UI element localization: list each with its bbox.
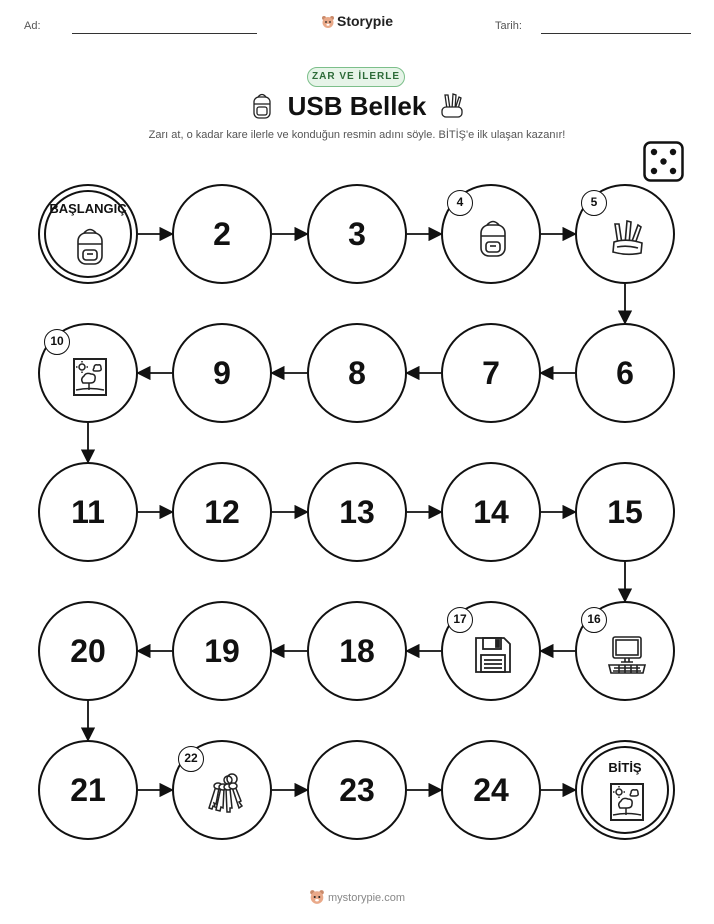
pencil-case-icon (605, 216, 649, 260)
landscape-picture-icon (605, 780, 649, 824)
square-number: 12 (204, 494, 240, 530)
board-square[interactable] (172, 323, 272, 423)
name-label: Ad: (24, 20, 41, 32)
square-number: 11 (71, 494, 105, 530)
board-square[interactable] (575, 462, 675, 562)
board-square[interactable] (38, 462, 138, 562)
finish-square[interactable] (575, 740, 675, 840)
square-number: 9 (213, 355, 231, 391)
board-square[interactable] (38, 740, 138, 840)
landscape-picture-icon (68, 355, 112, 399)
square-number: 14 (473, 494, 509, 530)
footer-url[interactable]: mystorypie.com (327, 892, 406, 904)
square-number: 18 (339, 633, 375, 669)
square-number: 21 (70, 772, 106, 808)
square-number: 24 (473, 772, 509, 808)
board-square[interactable] (441, 462, 541, 562)
square-number-badge: 16 (581, 607, 607, 633)
floppy-disk-icon (471, 633, 515, 677)
board-square[interactable] (307, 323, 407, 423)
square-number: 3 (348, 216, 366, 252)
date-label: Tarih: (495, 20, 522, 32)
footer (0, 889, 714, 908)
finish-label: BİTİŞ (608, 760, 642, 775)
board-square[interactable] (441, 184, 541, 284)
board-square[interactable] (575, 184, 675, 284)
square-number: 15 (607, 494, 643, 530)
keys-icon (202, 772, 246, 816)
square-number-badge: 4 (447, 190, 473, 216)
square-number-badge: 10 (44, 329, 70, 355)
start-square[interactable] (38, 184, 138, 284)
square-number: 2 (213, 216, 231, 252)
square-number: 19 (204, 633, 240, 669)
square-number: 7 (482, 355, 500, 391)
instructions: Zarı at, o kadar kare ilerle ve konduğun resmin adını söyle. BİTİŞ'e ilk ulaşan kazanır! (148, 129, 566, 141)
board-square[interactable] (172, 462, 272, 562)
square-number-badge: 22 (178, 746, 204, 772)
square-number: 23 (339, 772, 375, 808)
square-number-badge: 5 (581, 190, 607, 216)
square-number: 8 (348, 355, 366, 391)
board-square[interactable] (307, 740, 407, 840)
backpack-icon (471, 216, 515, 260)
page-title: USB Bellek (287, 91, 427, 121)
brand-name: Storypie (336, 13, 393, 29)
computer-icon (605, 633, 649, 677)
square-number-badge: 17 (447, 607, 473, 633)
board-square[interactable] (172, 601, 272, 701)
board-square[interactable] (575, 601, 675, 701)
board-square[interactable] (441, 740, 541, 840)
game-type-tag: ZAR VE İLERLE (307, 67, 405, 87)
board-square[interactable] (307, 462, 407, 562)
board-square[interactable] (441, 323, 541, 423)
board-square[interactable] (307, 184, 407, 284)
board-square[interactable] (172, 740, 272, 840)
board-square[interactable] (441, 601, 541, 701)
board-square[interactable] (38, 323, 138, 423)
board-square[interactable] (172, 184, 272, 284)
board-square[interactable] (307, 601, 407, 701)
board-square[interactable] (575, 323, 675, 423)
start-label: BAŞLANGIÇ (49, 201, 127, 216)
square-number: 20 (70, 633, 106, 669)
square-number: 13 (339, 494, 375, 530)
board-square[interactable] (38, 601, 138, 701)
backpack-icon (68, 224, 112, 268)
bear-logo-icon (309, 889, 325, 908)
square-number: 6 (616, 355, 634, 391)
